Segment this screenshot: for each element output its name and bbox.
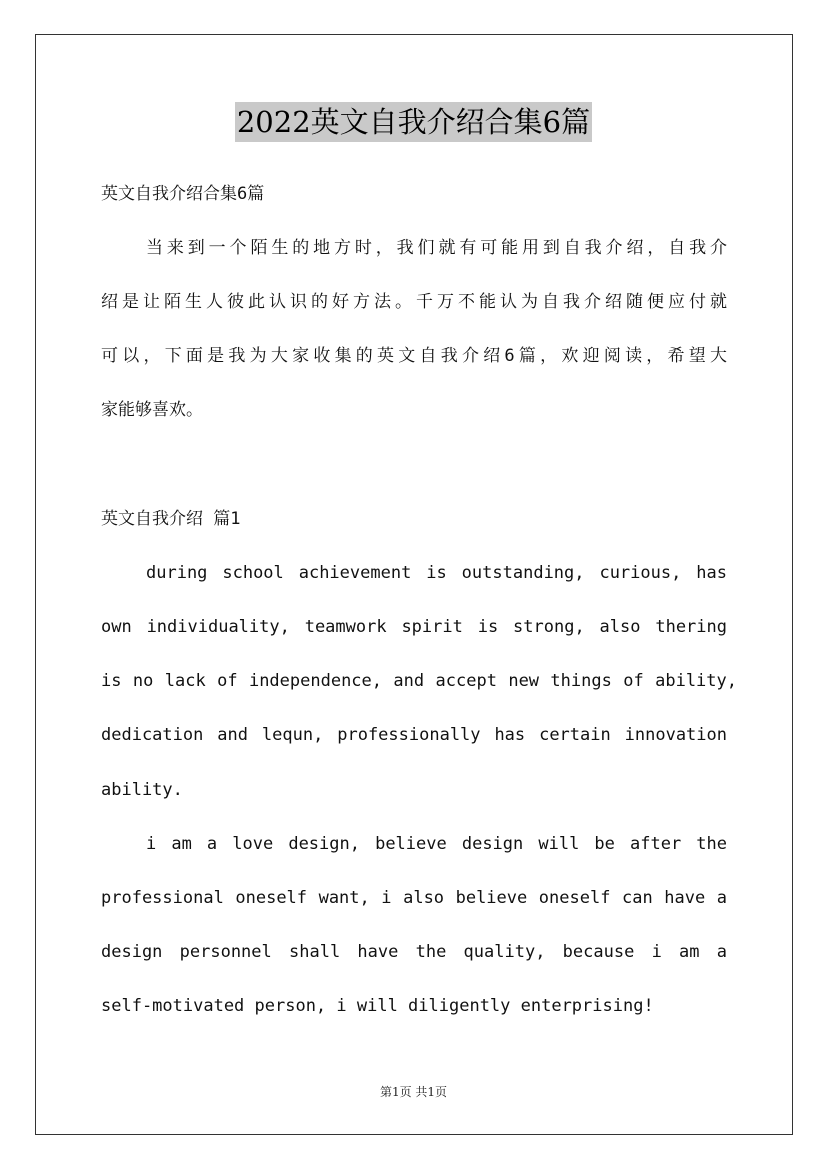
page-footer: 第1页 共1页 — [379, 1085, 448, 1099]
paragraph1-line: own individuality, teamwork spirit is strong, also thering — [101, 617, 727, 637]
document-subtitle: 英文自我介绍合集6篇 — [101, 184, 265, 204]
title-wrap — [0, 102, 827, 142]
paragraph2-line: professional oneself want, i also believe oneself can have a — [101, 888, 727, 908]
paragraph2-line: i am a love design, believe design will be after the — [146, 834, 727, 854]
intro-line: 当来到一个陌生的地方时，我们就有可能用到自我介绍，自我介 — [146, 238, 727, 258]
section-heading: 英文自我介绍 篇1 — [101, 509, 241, 529]
paragraph2-line: design personnel shall have the quality, because i am a — [101, 942, 727, 962]
paragraph1-line: ability. — [101, 780, 183, 800]
paragraph1-line: during school achievement is outstanding, curious, has — [146, 563, 727, 583]
paragraph1-line: dedication and lequn, professionally has certain innovation — [101, 725, 727, 745]
intro-line: 绍是让陌生人彼此认识的好方法。千万不能认为自我介绍随便应付就 — [101, 292, 727, 312]
paragraph1-line: is no lack of independence, and accept new things of ability, — [101, 671, 737, 691]
intro-line: 家能够喜欢。 — [101, 400, 203, 420]
intro-line: 可以，下面是我为大家收集的英文自我介绍6篇，欢迎阅读，希望大 — [101, 346, 727, 366]
document-title: 2022英文自我介绍合集6篇 — [235, 102, 592, 142]
paragraph2-line: self-motivated person, i will diligently enterprising! — [101, 996, 654, 1016]
